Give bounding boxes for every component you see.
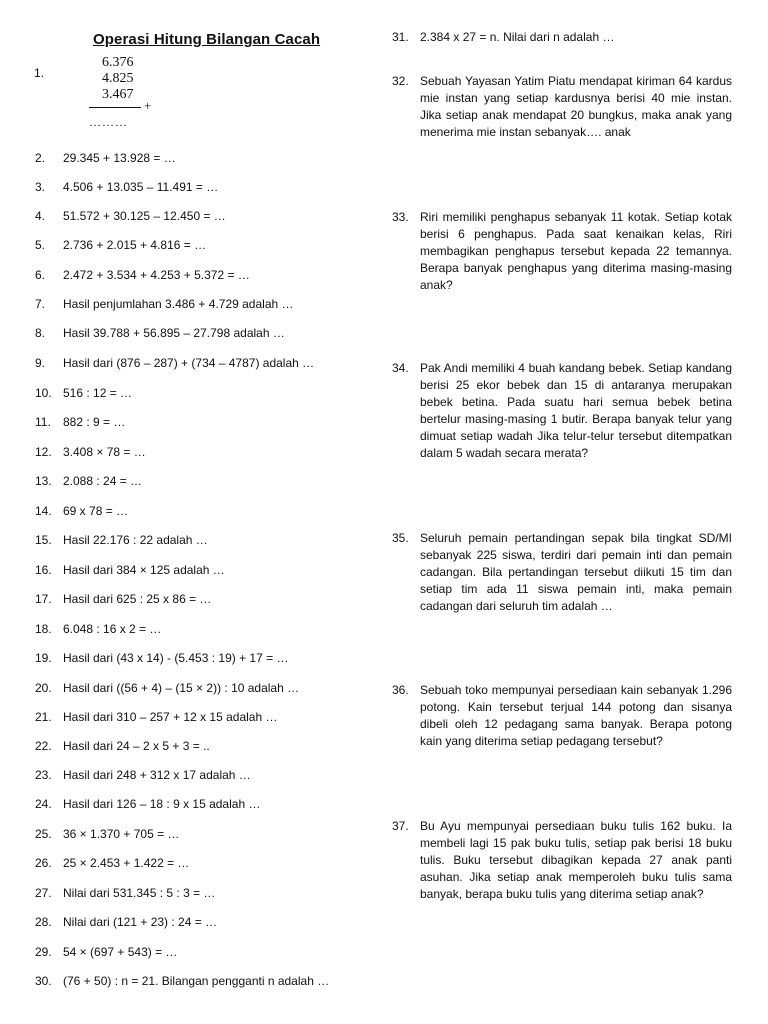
plus-operator: + [144, 98, 152, 113]
question-number: 21. [35, 710, 52, 724]
question-item [35, 622, 161, 636]
question-number: 24. [35, 797, 52, 811]
question-number: 31. [392, 30, 409, 44]
question-number: 3. [35, 180, 46, 194]
question-number: 14. [35, 504, 52, 518]
question-item [35, 592, 211, 606]
question-text: 36 × 1.370 + 705 = … [63, 827, 180, 841]
question-number: 34. [392, 361, 409, 375]
question-text: Sebuah Yayasan Yatim Piatu mendapat kiriman 64 kardus mie instan yang setiap kardusnya berisi 40 mie instan. Jika setiap anak mendapat 20 bungkus, maka anak yang menerima mie instan sebanyak…. anak [420, 74, 732, 139]
question-text: 29.345 + 13.928 = … [63, 151, 176, 165]
question-item [392, 530, 732, 615]
question-item [392, 818, 732, 903]
question-item [35, 563, 225, 577]
question-item [35, 768, 251, 782]
question-text: Hasil dari 126 – 18 : 9 x 15 adalah … [63, 797, 261, 811]
question-item [35, 356, 314, 370]
question-text: 2.472 + 3.534 + 4.253 + 5.372 = … [63, 268, 250, 282]
addend: 6.376 [102, 55, 134, 70]
question-text: Hasil dari 310 – 257 + 12 x 15 adalah … [63, 710, 278, 724]
question-number: 7. [35, 297, 46, 311]
question-number: 19. [35, 651, 52, 665]
question-text: Nilai dari 531.345 : 5 : 3 = … [63, 886, 216, 900]
question-text: 2.088 : 24 = … [63, 474, 143, 488]
question-item [35, 856, 189, 870]
question-number: 11. [35, 415, 51, 429]
question-number: 30. [35, 974, 52, 988]
question-number: 29. [35, 945, 52, 959]
question-item [35, 180, 218, 194]
question-item [35, 915, 217, 929]
answer-dots: ……… [89, 115, 128, 129]
question-item [35, 386, 132, 400]
question-number: 18. [35, 622, 52, 636]
question-number: 9. [35, 356, 46, 370]
question-text: Hasil dari 248 + 312 x 17 adalah … [63, 768, 251, 782]
question-number: 35. [392, 531, 409, 545]
question-number: 28. [35, 915, 52, 929]
question-number: 1. [34, 66, 45, 80]
question-number: 25. [35, 827, 52, 841]
question-item [35, 445, 146, 459]
question-number: 26. [35, 856, 52, 870]
question-number: 20. [35, 681, 52, 695]
question-text: Hasil dari (43 x 14) - (5.453 : 19) + 17 = … [63, 651, 289, 665]
question-item [35, 651, 288, 665]
question-number: 22. [35, 739, 52, 753]
question-text: Hasil penjumlahan 3.486 + 4.729 adalah … [63, 297, 294, 311]
question-number: 27. [35, 886, 52, 900]
question-number: 33. [392, 210, 409, 224]
question-item [35, 415, 125, 429]
question-number: 16. [35, 563, 52, 577]
question-text: Hasil dari ((56 + 4) – (15 × 2)) : 10 adalah … [63, 681, 300, 695]
question-text: 4.506 + 13.035 – 11.491 = … [63, 180, 219, 194]
question-number: 17. [35, 592, 52, 606]
question-item [35, 533, 208, 547]
question-text: 882 : 9 = … [63, 415, 126, 429]
question-item [35, 209, 226, 223]
question-number: 36. [392, 683, 409, 697]
question-number: 5. [35, 238, 46, 252]
question-item [35, 151, 176, 165]
question-item [35, 886, 215, 900]
question-number: 12. [35, 445, 52, 459]
question-item [35, 974, 329, 988]
question-text: 516 : 12 = … [63, 386, 133, 400]
question-item [35, 504, 128, 518]
question-text: Hasil dari (876 – 287) + (734 – 4787) adalah … [63, 356, 315, 370]
question-number: 2. [35, 151, 46, 165]
question-number: 6. [35, 268, 46, 282]
question-text: 51.572 + 30.125 – 12.450 = … [63, 209, 226, 223]
worksheet-title: Operasi Hitung Bilangan Cacah [93, 31, 321, 48]
question-text: 2.736 + 2.015 + 4.816 = … [63, 238, 207, 252]
question-item [35, 474, 142, 488]
sum-rule [89, 107, 141, 108]
question-number: 15. [35, 533, 52, 547]
question-item [35, 945, 177, 959]
question-text: 6.048 : 16 x 2 = … [63, 622, 162, 636]
question-number: 37. [392, 819, 409, 833]
question-item [35, 326, 285, 340]
question-item [35, 297, 294, 311]
question-number: 23. [35, 768, 52, 782]
question-number: 13. [35, 474, 52, 488]
question-item [35, 681, 299, 695]
question-text: Hasil dari 24 – 2 x 5 + 3 = .. [63, 739, 210, 753]
question-item [35, 739, 210, 753]
question-text: 54 × (697 + 543) = … [63, 945, 178, 959]
addend: 4.825 [102, 71, 134, 86]
question-item [35, 827, 179, 841]
question-item [392, 29, 732, 46]
question-item [392, 682, 732, 750]
question-item [392, 360, 732, 462]
question-text: Riri memiliki penghapus sebanyak 11 kotak. Setiap kotak berisi 6 penghapus. Pada saat kenaikan kelas, Riri membagikan penghapus tersebut kepada 22 temannya. Berapa banyak penghapus yang diterima masing-masing anak? [420, 210, 732, 292]
question-item [392, 73, 732, 141]
question-text: Pak Andi memiliki 4 buah kandang bebek. Setiap kandang berisi 25 ekor bebek dan 15 di antaranya merupakan bebek betina. Pada suatu hari semua bebek betina bertelur masing-masing 1 butir. Berapa banyak telur yang dimuat setiap wadah Jika telur-telur tersebut ditempatkan dalam 5 wadah secara merata? [420, 361, 732, 460]
question-text: (76 + 50) : n = 21. Bilangan pengganti n adalah … [63, 974, 330, 988]
question-text: Bu Ayu mempunyai persediaan buku tulis 162 buku. Ia membeli lagi 15 pak buku tulis, setiap pak berisi 18 buku tulis. Buku tersebut dibagikan kepada 27 anak panti asuhan. Jika setiap anak memperoleh buku tulis sama banyak, berapa buku tulis yang diterima setiap anak? [420, 819, 732, 901]
question-item [392, 209, 732, 294]
question-text: Hasil 22.176 : 22 adalah … [63, 533, 208, 547]
question-item [35, 268, 250, 282]
question-number: 32. [392, 74, 409, 88]
question-number: 4. [35, 209, 46, 223]
addend: 3.467 [102, 87, 134, 102]
question-text: 69 x 78 = … [63, 504, 129, 518]
question-item [35, 710, 277, 724]
addition-stack [102, 55, 134, 103]
question-text: 2.384 x 27 = n. Nilai dari n adalah … [420, 30, 615, 44]
question-item [35, 238, 206, 252]
question-text: Seluruh pemain pertandingan sepak bila tingkat SD/MI sebanyak 225 siswa, terdiri dari pemain inti dan pemain cadangan. Bila pertandingan tersebut diikuti 15 tim dan setiap tim ada 11 siswa pemain inti, maka pemain cadangan dari seluruh tim adalah … [420, 531, 732, 613]
question-item [35, 797, 260, 811]
question-number: 10. [35, 386, 52, 400]
question-text: Sebuah toko mempunyai persediaan kain sebanyak 1.296 potong. Kain tersebut terjual 144 potong dan sisanya dibeli oleh 12 pedagang sama banyak. Berapa potong kain yang diterima setiap pedagang tersebut? [420, 683, 732, 748]
question-number: 8. [35, 326, 46, 340]
question-text: 3.408 × 78 = … [63, 445, 146, 459]
question-text: Hasil dari 384 × 125 adalah … [63, 563, 225, 577]
question-text: Hasil dari 625 : 25 x 86 = … [63, 592, 212, 606]
question-text: Hasil 39.788 + 56.895 – 27.798 adalah … [63, 326, 285, 340]
question-text: 25 × 2.453 + 1.422 = … [63, 856, 190, 870]
question-text: Nilai dari (121 + 23) : 24 = … [63, 915, 218, 929]
